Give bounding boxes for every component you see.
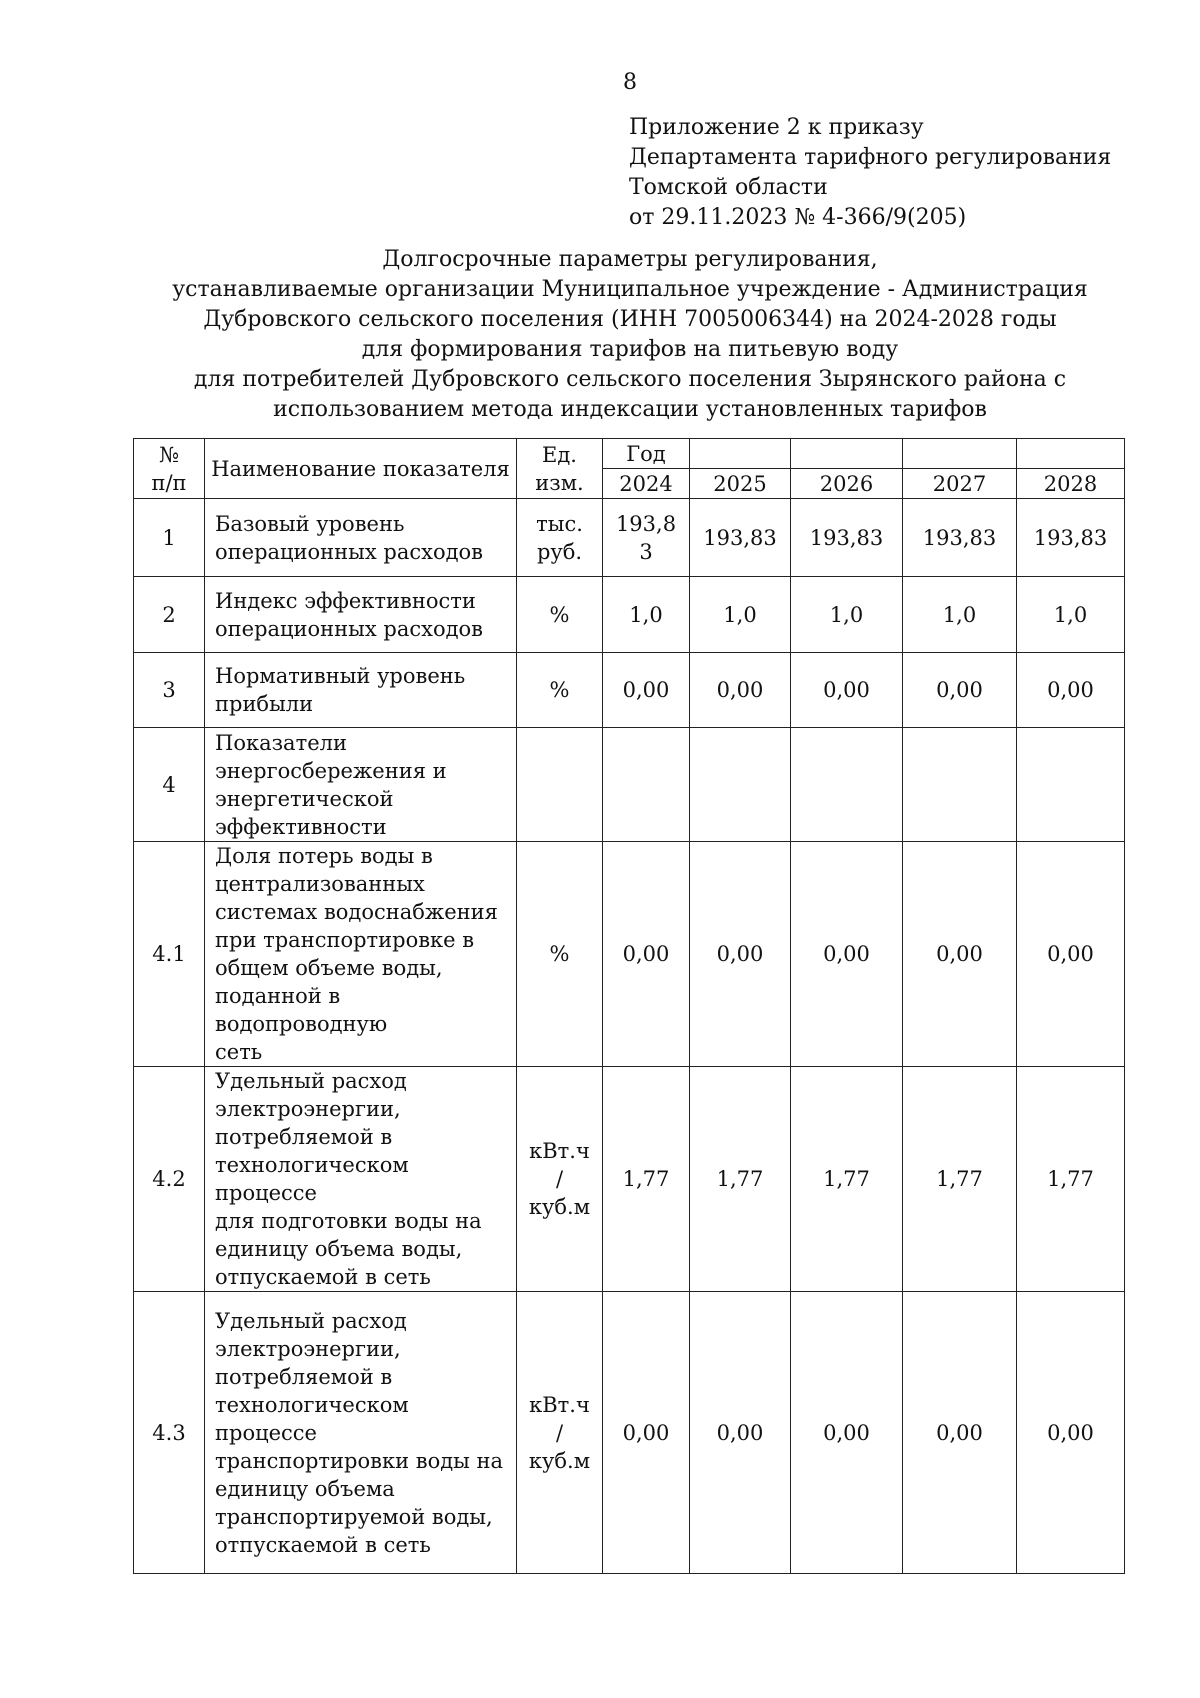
indicator-name	[205, 842, 517, 1067]
value-cell: 0,00	[690, 1292, 791, 1574]
indicator-name-line: операционных расходов	[215, 616, 484, 641]
header-empty	[903, 439, 1017, 469]
value-cell: 0,00	[690, 842, 791, 1067]
title-line: использованием метода индексации установленных тарифов	[273, 397, 987, 422]
indicator-name-line: централизованных	[215, 872, 425, 896]
value-cell: 1,0	[791, 577, 903, 653]
header-number	[134, 439, 205, 499]
indicator-name-line: потребляемой в	[215, 1364, 393, 1389]
indicator-name-line: транспортируемой воды,	[215, 1504, 493, 1529]
indicator-name-line: при транспортировке в	[215, 928, 475, 952]
row-number: 1	[134, 499, 205, 577]
unit-line: %	[549, 602, 570, 627]
indicator-name-line: для подготовки воды на	[215, 1209, 482, 1233]
appendix-line: от 29.11.2023 № 4-366/9(205)	[629, 205, 967, 230]
indicator-name-line: эффективности	[215, 814, 387, 839]
title-line: устанавливаемые организации Муниципальное учреждение - Администрация	[172, 277, 1088, 302]
unit-line: кВт.ч	[529, 1139, 590, 1163]
title-line: для формирования тарифов на питьевую воду	[361, 337, 899, 362]
value-cell: 0,00	[690, 653, 791, 728]
value-cell	[791, 728, 903, 842]
table-row	[134, 499, 1125, 577]
header-empty	[690, 439, 791, 469]
indicator-name-line: электроэнергии,	[215, 1097, 401, 1121]
indicator-name-line: энергетической	[215, 786, 394, 811]
header-year-value: 2024	[603, 469, 690, 499]
appendix-line: Томской области	[629, 175, 828, 200]
value-cell: 1,77	[1017, 1067, 1125, 1292]
row-number: 4.3	[134, 1292, 205, 1574]
appendix-line: Приложение 2 к приказу	[629, 115, 924, 140]
unit-cell	[517, 842, 603, 1067]
indicator-name-line: сеть	[215, 1040, 263, 1064]
row-number: 3	[134, 653, 205, 728]
value-cell: 1,0	[690, 577, 791, 653]
indicator-name	[205, 577, 517, 653]
value-cell: 0,00	[603, 653, 690, 728]
unit-line: куб.м	[528, 1448, 591, 1473]
header-year-value: 2028	[1017, 469, 1125, 499]
header-year: Год	[603, 439, 690, 469]
indicator-name-line: системах водоснабжения	[215, 900, 498, 924]
value-cell	[690, 728, 791, 842]
header-empty	[791, 439, 903, 469]
appendix-line: Департамента тарифного регулирования	[629, 145, 1112, 170]
value-cell: 1,0	[1017, 577, 1125, 653]
unit-line: /	[555, 1167, 564, 1191]
indicator-name-line: технологическом процессе	[215, 1153, 409, 1205]
value-cell: 1,77	[603, 1067, 690, 1292]
indicator-name-line: Удельный расход	[215, 1308, 407, 1333]
indicator-name	[205, 499, 517, 577]
row-number: 4.1	[134, 842, 205, 1067]
header-year-value: 2026	[791, 469, 903, 499]
table-row	[134, 728, 1125, 842]
header-name: Наименование показателя	[205, 439, 517, 499]
indicator-name-line: потребляемой в	[215, 1125, 393, 1149]
row-number: 2	[134, 577, 205, 653]
table-row	[134, 577, 1125, 653]
appendix-block	[629, 113, 1111, 233]
indicator-name-line: Доля потерь воды в	[215, 844, 433, 868]
table-body	[134, 499, 1125, 1574]
value-cell: 193,83	[791, 499, 903, 577]
indicator-name-line: поданной в водопроводную	[215, 984, 388, 1036]
value-cell	[903, 728, 1017, 842]
title-line: Долгосрочные параметры регулирования,	[382, 247, 878, 272]
table-row	[134, 1067, 1125, 1292]
indicator-name	[205, 1067, 517, 1292]
value-cell	[603, 499, 690, 577]
unit-cell	[517, 728, 603, 842]
value-cell: 0,00	[903, 1292, 1017, 1574]
value-cell: 1,77	[791, 1067, 903, 1292]
header-empty	[1017, 439, 1125, 469]
title-line: Дубровского сельского поселения (ИНН 7005006344) на 2024-2028 годы	[203, 307, 1057, 332]
unit-cell	[517, 499, 603, 577]
value-cell: 0,00	[1017, 842, 1125, 1067]
value-cell: 193,83	[1017, 499, 1125, 577]
value-line: 193,8	[615, 511, 677, 536]
table-row	[134, 653, 1125, 728]
table-row	[134, 842, 1125, 1067]
indicator-name	[205, 1292, 517, 1574]
value-cell: 0,00	[1017, 653, 1125, 728]
header-number-line: п/п	[151, 470, 187, 495]
title-line: для потребителей Дубровского сельского поселения Зырянского района с	[193, 367, 1067, 392]
header-number-line: №	[159, 442, 179, 467]
header-year-value: 2025	[690, 469, 791, 499]
page-number: 8	[623, 70, 637, 95]
unit-line: %	[549, 942, 570, 966]
indicator-name-line: единицу объема воды,	[215, 1237, 463, 1261]
value-cell: 0,00	[791, 653, 903, 728]
indicator-name-line: прибыли	[215, 692, 314, 716]
value-cell: 0,00	[791, 842, 903, 1067]
unit-cell	[517, 1292, 603, 1574]
unit-line: /	[555, 1420, 564, 1445]
indicator-name-line: отпускаемой в сеть	[215, 1265, 431, 1289]
unit-line: %	[549, 678, 570, 702]
indicator-name-line: технологическом процессе	[215, 1392, 409, 1445]
value-cell: 0,00	[603, 1292, 690, 1574]
parameters-table	[133, 438, 1125, 1574]
value-cell: 1,0	[903, 577, 1017, 653]
header-row	[134, 439, 1125, 469]
document-title	[100, 245, 1160, 425]
row-number: 4.2	[134, 1067, 205, 1292]
indicator-name-line: электроэнергии,	[215, 1336, 401, 1361]
unit-line: куб.м	[528, 1195, 591, 1219]
value-cell: 0,00	[903, 842, 1017, 1067]
unit-cell	[517, 1067, 603, 1292]
header-unit	[517, 439, 603, 499]
indicator-name-line: Удельный расход	[215, 1069, 407, 1093]
indicator-name-line: отпускаемой в сеть	[215, 1532, 431, 1557]
header-unit-line: Ед.	[542, 442, 577, 467]
indicator-name-line: общем объеме воды,	[215, 956, 443, 980]
indicator-name-line: Показатели	[215, 730, 347, 755]
row-number: 4	[134, 728, 205, 842]
unit-line: руб.	[536, 539, 583, 564]
header-unit-line: изм.	[535, 470, 584, 495]
value-cell: 0,00	[603, 842, 690, 1067]
indicator-name-line: Базовый уровень	[215, 511, 405, 536]
indicator-name	[205, 653, 517, 728]
value-cell: 0,00	[1017, 1292, 1125, 1574]
value-cell: 1,0	[603, 577, 690, 653]
table-row	[134, 1292, 1125, 1574]
value-cell: 1,77	[903, 1067, 1017, 1292]
unit-line: кВт.ч	[529, 1392, 590, 1417]
indicator-name-line: энергосбережения и	[215, 758, 447, 783]
indicator-name-line: единицу объема	[215, 1476, 395, 1501]
value-line: 3	[639, 539, 653, 564]
unit-cell	[517, 577, 603, 653]
value-cell: 193,83	[690, 499, 791, 577]
value-cell: 193,83	[903, 499, 1017, 577]
value-cell: 0,00	[791, 1292, 903, 1574]
value-cell	[1017, 728, 1125, 842]
indicator-name-line: Индекс эффективности	[215, 588, 476, 613]
indicator-name-line: транспортировки воды на	[215, 1448, 504, 1473]
value-cell: 0,00	[903, 653, 1017, 728]
value-cell: 1,77	[690, 1067, 791, 1292]
unit-cell	[517, 653, 603, 728]
value-cell	[603, 728, 690, 842]
header-year-value: 2027	[903, 469, 1017, 499]
indicator-name-line: Нормативный уровень	[215, 664, 466, 688]
indicator-name-line: операционных расходов	[215, 539, 484, 564]
unit-line: тыс.	[536, 511, 583, 536]
indicator-name	[205, 728, 517, 842]
